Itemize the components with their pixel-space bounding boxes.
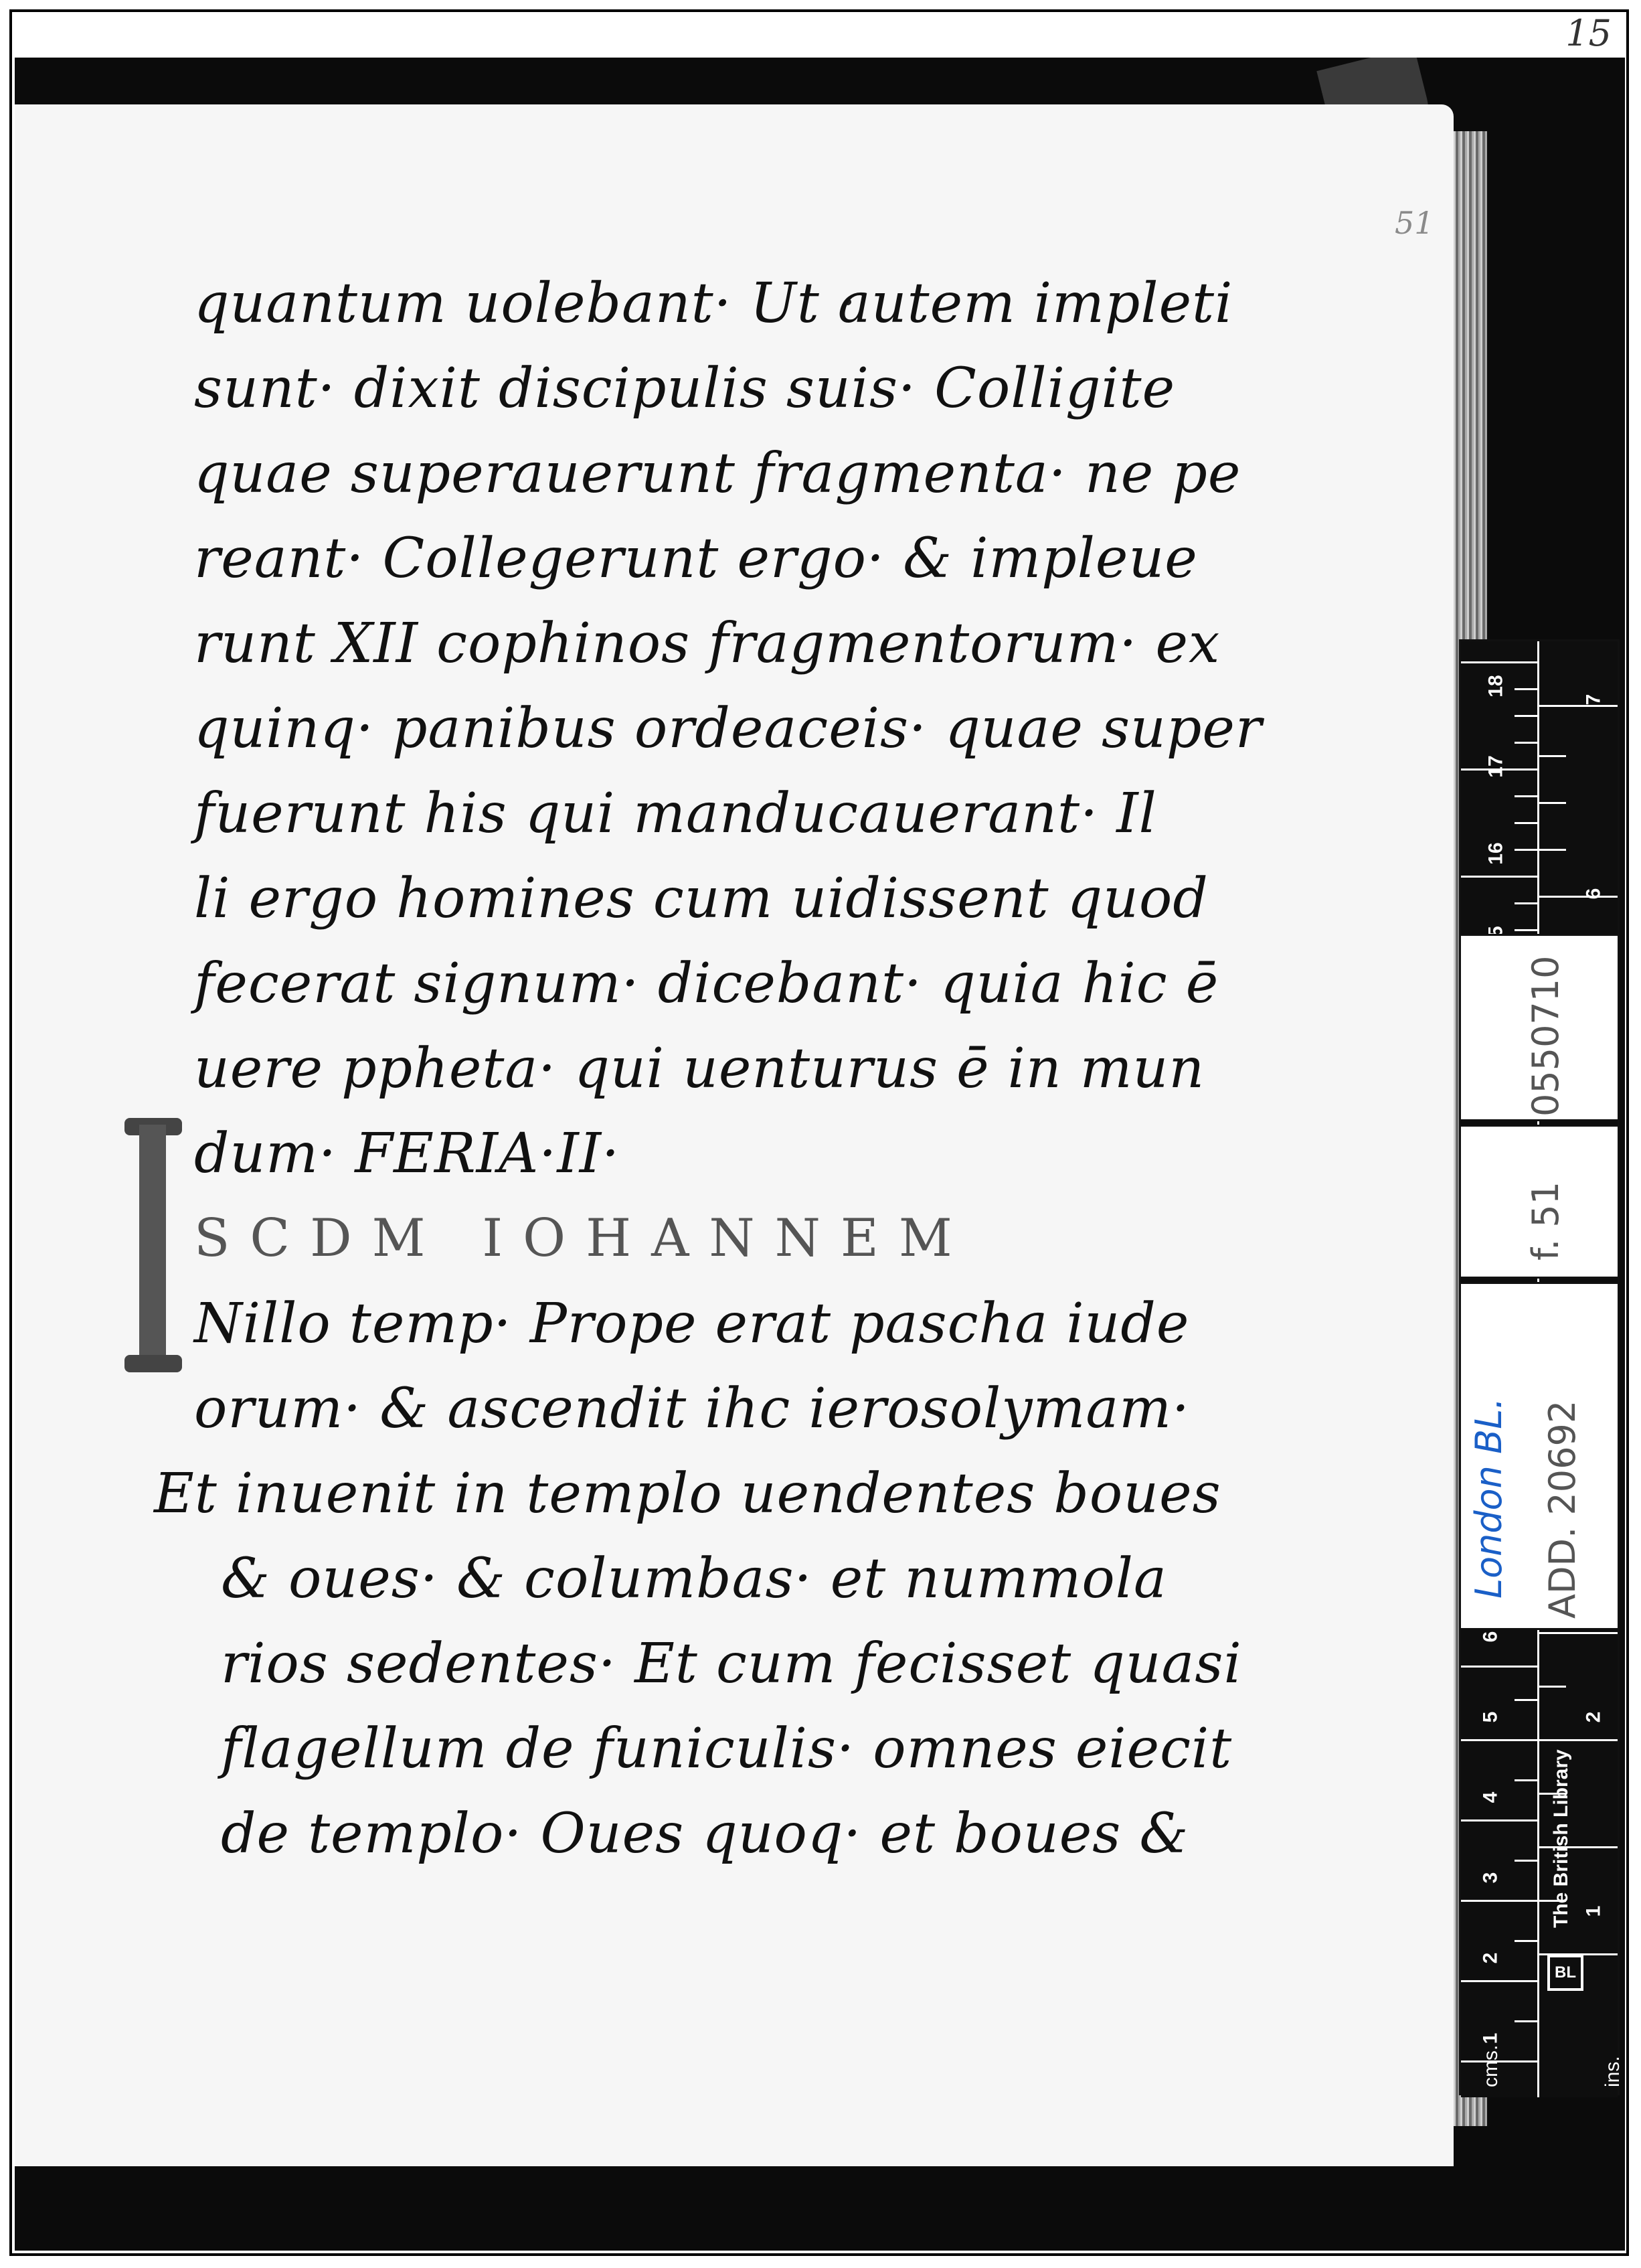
inch-number: 6 (1582, 888, 1605, 900)
text-line: de templo· Oues quoq· et boues & (221, 1802, 1189, 1866)
cms-label: cms. (1480, 2044, 1502, 2087)
cm-number: 18 (1484, 675, 1507, 698)
manuscript-text (154, 261, 1263, 1876)
library-name: The British Library (1550, 1749, 1572, 1928)
label-shelfmark-box (1459, 1282, 1620, 1630)
label-number: 0550710 (1525, 955, 1567, 1117)
cm-number: 17 (1484, 755, 1507, 778)
cm-number: 1 (1479, 2032, 1502, 2044)
text-line: uere ppheta· qui uenturus ē in mun (194, 1037, 1205, 1101)
rubric-line: SCDM IOHANNEM (194, 1208, 972, 1269)
text-line: Nillo temp· Prope erat pascha iude (194, 1292, 1190, 1356)
text-line: fuerunt his qui manducauerant· Il (194, 782, 1157, 845)
text-line: & oues· & columbas· et nummola (221, 1547, 1167, 1611)
inch-number: 2 (1582, 1711, 1605, 1723)
text-line: quae superauerunt fragmenta· ne pe (194, 442, 1241, 505)
text-line: Et inuenit in templo uendentes boues (154, 1462, 1221, 1526)
text-line: orum· & ascendit ihc ierosolymam· (194, 1377, 1191, 1441)
folio-number: 51 (1395, 205, 1434, 241)
cm-number: 2 (1479, 1952, 1502, 1964)
label-shelfmark: ADD. 20692 (1541, 1400, 1583, 1619)
text-line: runt XII cophinos fragmentorum· ex (194, 612, 1221, 675)
text-line: quinq· panibus ordeaceis· quae super (194, 697, 1263, 760)
text-line: sunt· dixit discipulis suis· Colligite (194, 357, 1176, 420)
decorated-initial (124, 1118, 182, 1372)
text-line: flagellum de funiculis· omnes eiecit (221, 1717, 1233, 1781)
text-line: li ergo homines cum uidissent quod (194, 867, 1209, 930)
corner-number: 15 (1565, 12, 1612, 54)
cm-number: 4 (1479, 1791, 1502, 1803)
inch-number: 7 (1582, 694, 1605, 706)
british-library-logo: BL (1547, 1955, 1583, 1991)
label-folio: f. 51 (1525, 1181, 1567, 1261)
inch-number: 1 (1582, 1905, 1605, 1917)
cm-number: 16 (1484, 842, 1507, 865)
cm-number: 5 (1479, 1711, 1502, 1723)
text-line: fecerat signum· dicebant· quia hic ē (194, 952, 1219, 1016)
text-line: quantum uolebant· Ut autem impleti (194, 272, 1233, 335)
text-line: dum· FERIA·II· (194, 1122, 620, 1186)
cm-number: 3 (1479, 1872, 1502, 1884)
label-handwritten: London BL. (1468, 1397, 1510, 1599)
cm-number: 6 (1479, 1631, 1502, 1643)
label-number-box (1459, 934, 1620, 1121)
text-line: reant· Collegerunt ergo· & impleue (194, 527, 1198, 590)
text-line: rios sedentes· Et cum fecisset quasi (221, 1632, 1242, 1696)
ins-label: ins. (1602, 2056, 1624, 2087)
label-folio-box (1459, 1125, 1620, 1279)
